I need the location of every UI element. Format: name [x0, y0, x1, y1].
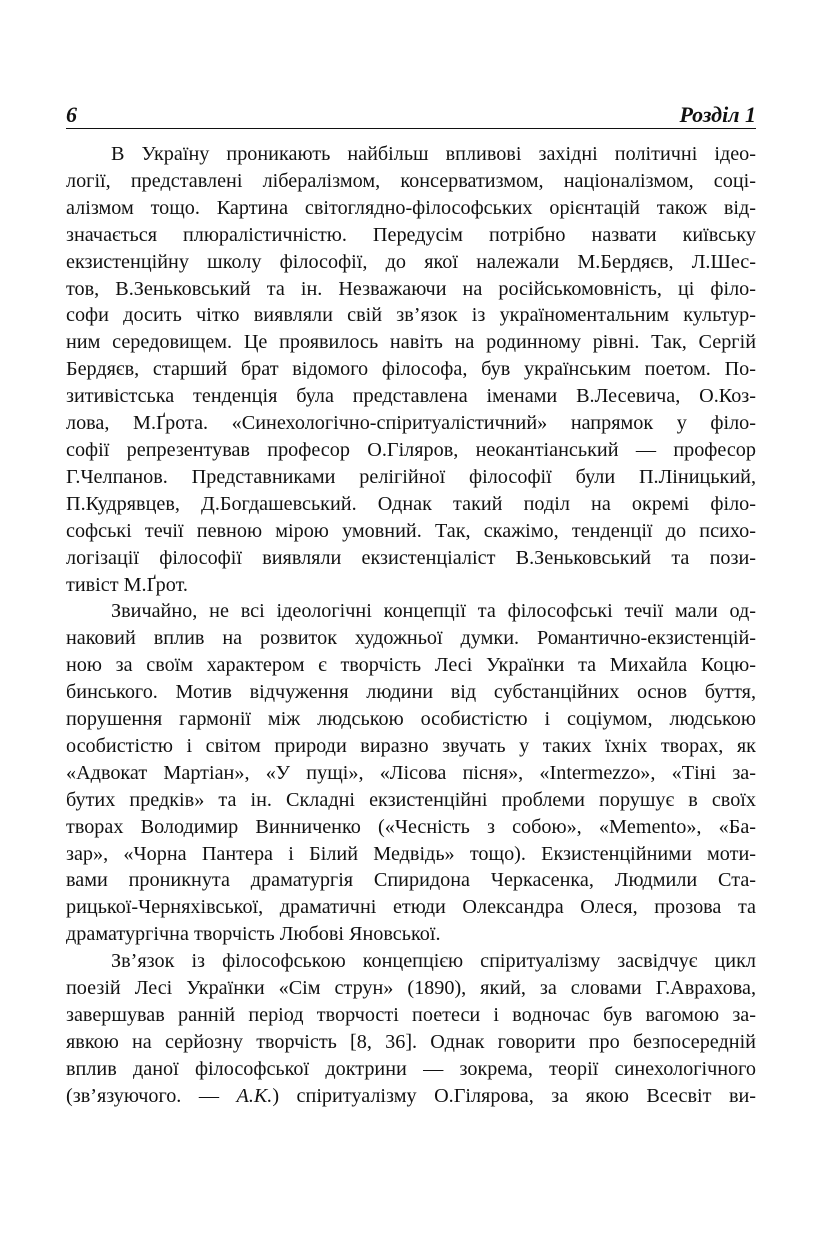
text-line: поезій Лесі Українки «Сім струн» (1890), який, за словами Г.Аврахова,: [66, 977, 756, 1000]
author-initials: А.К.: [236, 1084, 273, 1107]
text-line: порушення гармонії між людською особистістю і соціумом, людською: [66, 708, 756, 731]
text-line: зар», «Чорна Пантера і Білий Медвідь» тощо). Екзистенційними моти-: [66, 842, 756, 865]
running-header: [66, 98, 756, 129]
text-line: В Україну проникають найбільш впливові західні політичні ідео-: [111, 143, 756, 165]
text-line: явкою на серйозну творчість [8, 36]. Однак говорити про безпосередній: [66, 1030, 756, 1053]
paragraph-2: [66, 598, 756, 948]
document-page: [66, 98, 756, 1110]
text-line: П.Кудрявцев, Д.Богдашевський. Однак такий поділ на окремі філо-: [66, 492, 756, 515]
text-line: тов, В.Зеньковський та ін. Незважаючи на російськомовність, ці філо-: [66, 277, 756, 300]
text-line: тивіст М.Ґрот.: [66, 573, 188, 596]
text-line: софські течії певною мірою умовний. Так, скажімо, тенденції до психо-: [66, 519, 756, 542]
text-line: лова, М.Ґрота. «Синехологічно-спіритуалістичний» напрямок у філо-: [66, 412, 756, 435]
text-line: вами проникнута драматургія Спиридона Черкасенка, Людмили Ста-: [66, 869, 756, 892]
text-line: Звичайно, не всі ідеологічні концепції та філософські течії мали од-: [111, 600, 756, 623]
text-line: ною за своїм характером є творчість Лесі Українки та Михайла Коцю-: [66, 654, 756, 677]
text-line: Зв’язок із філософською концепцією спіритуалізму засвідчує цикл: [111, 950, 756, 973]
text-line: вплив даної філософської доктрини — зокрема, теорії синехологічного: [66, 1057, 756, 1080]
text-line: бинського. Мотив відчуження людини від субстанційних основ буття,: [66, 681, 756, 704]
text-line: логізації філософії виявляли екзистенціаліст В.Зеньковський та пози-: [66, 546, 756, 569]
text-fragment: ) спіритуалізму О.Гілярова, за якою Всесвіт ви-: [272, 1084, 757, 1107]
text-line: завершував ранній період творчості поетеси і водночас був вагомою за-: [66, 1004, 756, 1026]
section-title: Розділ 1: [679, 102, 756, 127]
paragraph-3: [66, 948, 756, 1109]
text-line: екзистенційну школу філософії, до якої належали М.Бердяєв, Л.Шес-: [66, 250, 756, 273]
text-line: творах Володимир Винниченко («Чесність з собою», «Memento», «Ба-: [66, 815, 756, 838]
page-number: 6: [66, 102, 77, 127]
text-fragment: (зв’язуючого. —: [66, 1084, 237, 1107]
text-line: [66, 1083, 756, 1110]
text-line: Бердяєв, старший брат відомого філософа, був українським поетом. По-: [66, 358, 756, 381]
text-line: «Адвокат Мартіан», «У пущі», «Лісова пісня», «Intermezzo», «Тіні за-: [66, 761, 756, 784]
text-line: особистістю і світом природи виразно звучать у таких їхніх творах, як: [66, 734, 756, 757]
text-line: Г.Челпанов. Представниками релігійної філософії були П.Ліницький,: [66, 465, 756, 488]
text-line: софи досить чітко виявляли свій зв’язок із україноментальним культур-: [66, 304, 756, 327]
text-line: драматургічна творчість Любові Яновської.: [66, 923, 441, 946]
text-line: ним середовищем. Це проявилось навіть на родинному рівні. Так, Сергій: [66, 331, 756, 354]
paragraph-1: [66, 141, 756, 598]
text-line: рицької-Черняхівської, драматичні етюди Олександра Олеся, прозова та: [66, 896, 756, 919]
body-text: [66, 141, 756, 1110]
text-line: значається плюралістичністю. Передусім потрібно назвати київську: [66, 223, 756, 246]
text-line: зитивістська тенденція була представлена іменами В.Лесевича, О.Коз-: [66, 385, 756, 408]
text-line: алізмом тощо. Картина світоглядно-філософських орієнтацій також від-: [66, 196, 756, 219]
text-line: софії репрезентував професор О.Гіляров, неокантіанський — професор: [66, 438, 756, 461]
text-line: наковий вплив на розвиток художньої думки. Романтично-екзистенцій-: [66, 627, 756, 650]
text-line: логії, представлені лібералізмом, консерватизмом, націоналізмом, соці-: [66, 169, 756, 192]
text-line: бутих предків» та ін. Складні екзистенційні проблеми порушує в своїх: [66, 788, 756, 811]
